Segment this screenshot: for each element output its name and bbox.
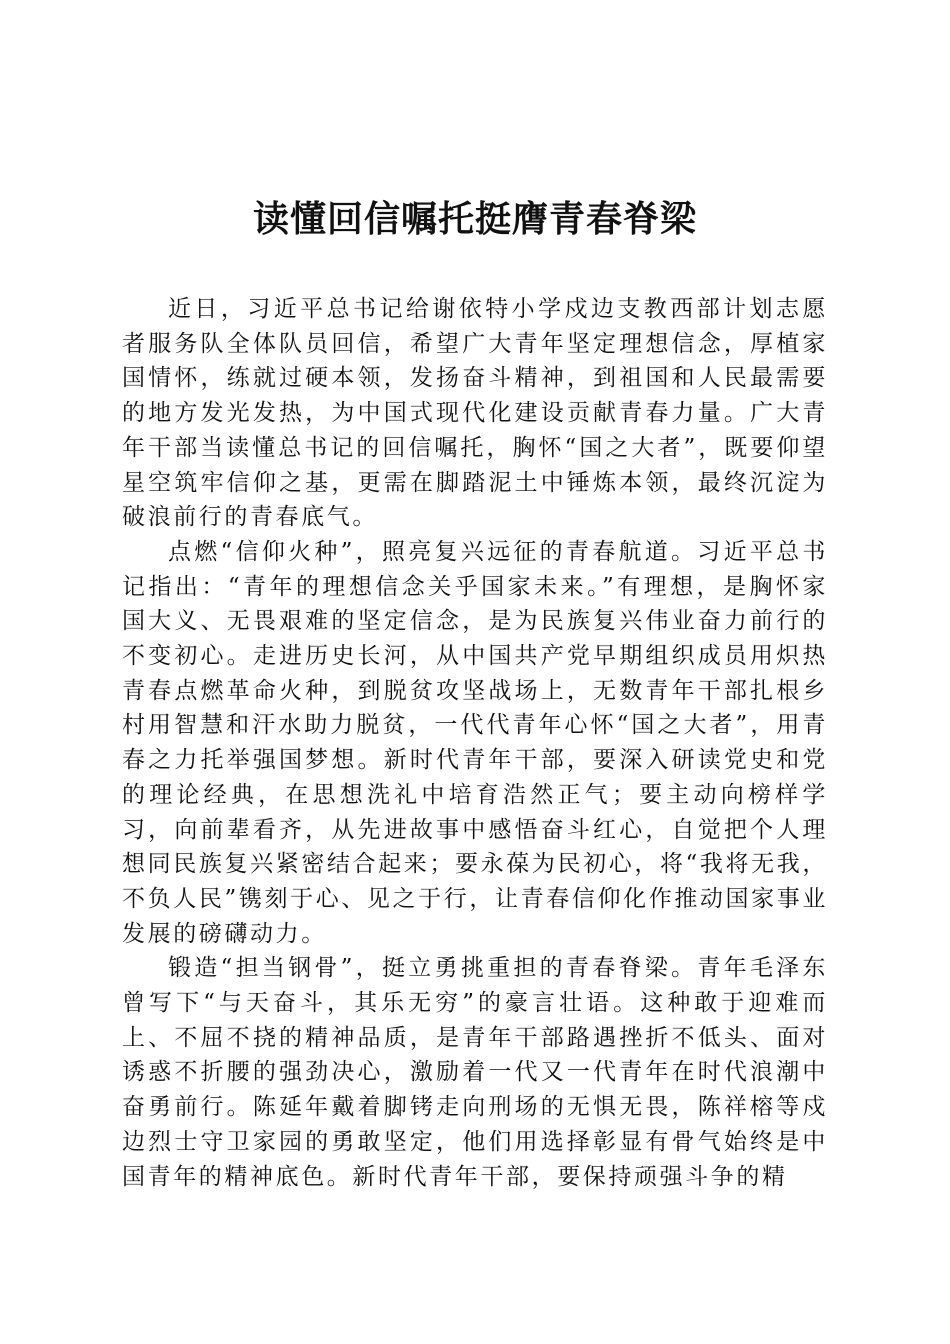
paragraph-2: 点燃“信仰火种”，照亮复兴远征的青春航道。习近平总书记指出：“青年的理想信念关乎国家未来。”有理想，是胸怀家国大义、无畏艰难的坚定信念，是为民族复兴伟业奋力前行的不变初心。走进历史长河，从中国共产党早期组织成员用炽热青春点燃革命火种，到脱贫攻坚战场上，无数青年干部扎根乡村用智慧和汗水助力脱贫，一代代青年心怀“国之大者”，用青春之力托举强国梦想。新时代青年干部，要深入研读党史和党的理论经典，在思想洗礼中培育浩然正气；要主动向榜样学习，向前辈看齐，从先进故事中感悟奋斗红心，自觉把个人理想同民族复兴紧密结合起来；要永葆为民初心，将“我将无我，不负人民”镌刻于心、见之于行，让青春信仰化作推动国家事业发展的磅礴动力。 <box>122 538 828 947</box>
article-body <box>122 292 828 1194</box>
paragraph-3: 锻造“担当钢骨”，挺立勇挑重担的青春脊梁。青年毛泽东曾写下“与天奋斗，其乐无穷”的豪言壮语。这种敢于迎难而上、不屈不挠的精神品质，是青年干部路遇挫折不低头、面对诱惑不折腰的强劲决心，激励着一代又一代青年在时代浪潮中奋勇前行。陈延年戴着脚铐走向刑场的无惧无畏，陈祥榕等戍边烈士守卫家园的勇敢坚定，他们用选择彰显有骨气始终是中国青年的精神底色。新时代青年干部，要保持顽强斗争的精 <box>122 955 828 1190</box>
paragraph-1: 近日，习近平总书记给谢依特小学戍边支教西部计划志愿者服务队全体队员回信，希望广大青年坚定理想信念，厚植家国情怀，练就过硬本领，发扬奋斗精神，到祖国和人民最需要的地方发光发热，为中国式现代化建设贡献青春力量。广大青年干部当读懂总书记的回信嘱托，胸怀“国之大者”，既要仰望星空筑牢信仰之基，更需在脚踏泥土中锤炼本领，最终沉淀为破浪前行的青春底气。 <box>122 296 828 531</box>
page-title: 读懂回信嘱托挺膺青春脊梁 <box>252 198 697 240</box>
